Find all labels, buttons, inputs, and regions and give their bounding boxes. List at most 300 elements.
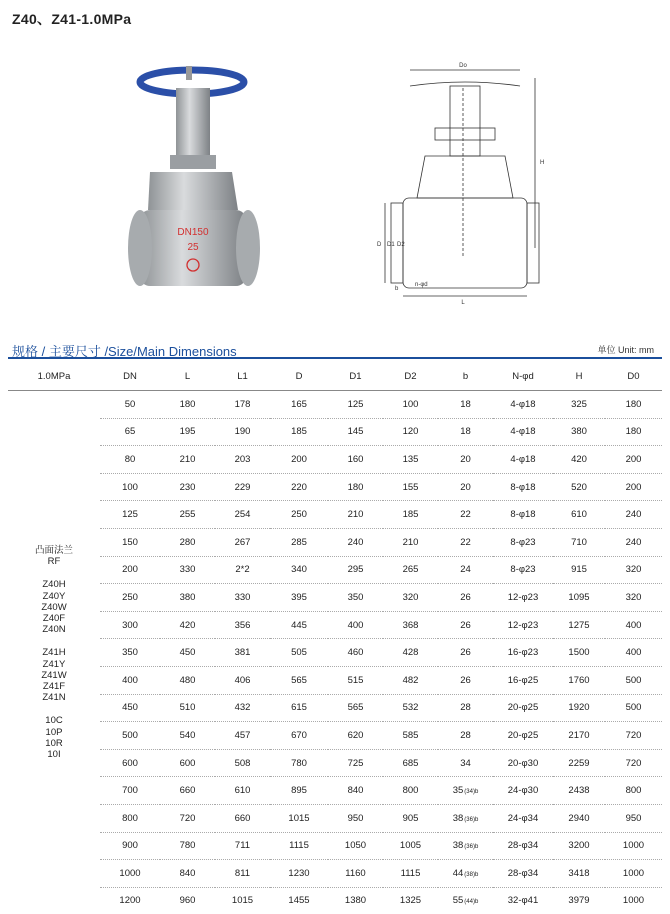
cell-d2: [383, 694, 438, 722]
cell-value: 100: [122, 482, 138, 493]
cell-value: 1015: [232, 895, 253, 906]
cell-l1: [215, 639, 270, 667]
cell-value: 8-φ18: [510, 509, 535, 520]
cell-h: [553, 611, 605, 639]
cell-value: 960: [180, 895, 196, 906]
cell-l: [160, 749, 215, 777]
cell-value: 24-φ34: [508, 813, 538, 824]
cell-value: 350: [348, 592, 364, 603]
cell-value: 155: [403, 482, 419, 493]
cell-d2: [383, 804, 438, 832]
cell-value: 505: [291, 647, 307, 658]
cell-d0: [605, 722, 662, 750]
cell-l: [160, 639, 215, 667]
cell-d1: [328, 418, 383, 446]
cell-value: 22: [460, 537, 471, 548]
cell-value: 711: [235, 840, 250, 851]
cell-value: 700: [122, 785, 138, 796]
cell-value: 180: [348, 482, 364, 493]
cell-d1: [328, 694, 383, 722]
label-l: L: [461, 300, 465, 306]
cell-value: 280: [180, 537, 196, 548]
cell-d: [270, 446, 328, 474]
cell-dn: [100, 473, 160, 501]
cell-d0: [605, 528, 662, 556]
cell-d: [270, 694, 328, 722]
cell-d2: [383, 473, 438, 501]
cell-b: [438, 584, 493, 612]
cell-value: 120: [403, 426, 419, 437]
cell-value: 50: [125, 399, 136, 410]
cell-d1: [328, 556, 383, 584]
cell-value: 240: [348, 537, 364, 548]
cell-value: 28-φ34: [508, 868, 538, 879]
cell-d1: [328, 446, 383, 474]
cell-b: [438, 749, 493, 777]
section-divider: [8, 357, 662, 359]
cell-nd: [493, 860, 553, 888]
cell-value: 540: [180, 730, 196, 741]
cell-d: [270, 391, 328, 419]
cell-l1: [215, 391, 270, 419]
cell-value: 210: [348, 509, 364, 520]
cell-dn: [100, 887, 160, 914]
cell-value: 620: [348, 730, 364, 741]
cell-d0: [605, 639, 662, 667]
cell-d2: [383, 860, 438, 888]
cell-value: 1455: [288, 895, 309, 906]
cell-value: 1160: [345, 868, 365, 879]
cell-value: 26: [460, 592, 471, 603]
cell-d: [270, 722, 328, 750]
cell-nd: [493, 887, 553, 914]
cell-value: 38: [453, 840, 464, 851]
cell-d: [270, 749, 328, 777]
cell-value: 480: [180, 675, 196, 686]
table-row: [8, 777, 662, 805]
cell-nd: [493, 611, 553, 639]
cell-d2: [383, 418, 438, 446]
model-label: Z40Y: [8, 591, 100, 602]
cell-d: [270, 611, 328, 639]
cell-value: 950: [626, 813, 642, 824]
cell-value: 1230: [288, 868, 309, 879]
cell-l: [160, 777, 215, 805]
cell-value: 780: [180, 840, 196, 851]
cell-value: 145: [348, 426, 364, 437]
cell-value: 34: [460, 758, 471, 769]
table-row: [8, 528, 662, 556]
cell-value: 780: [291, 758, 307, 769]
cell-d0: [605, 584, 662, 612]
cell-value: 400: [348, 620, 364, 631]
model-label: Z40W: [8, 602, 100, 613]
cell-value: 1050: [345, 840, 366, 851]
cell-b: [438, 777, 493, 805]
cell-d: [270, 639, 328, 667]
model-label: Z40N: [8, 624, 100, 635]
cell-value: 18: [460, 399, 471, 410]
table-row: [8, 860, 662, 888]
cell-l: [160, 473, 215, 501]
cell-value: 8-φ23: [510, 564, 535, 575]
cell-l: [160, 694, 215, 722]
cell-value: 520: [571, 482, 587, 493]
cell-value: 210: [180, 454, 196, 465]
cell-d2: [383, 887, 438, 914]
cell-l1: [215, 501, 270, 529]
cell-value: 1000: [119, 868, 140, 879]
cell-value: 26: [460, 675, 471, 686]
cell-value: 1015: [288, 813, 309, 824]
cell-value: 720: [626, 730, 642, 741]
cell-d2: [383, 777, 438, 805]
table-row: [8, 446, 662, 474]
cell-value: 2438: [568, 785, 589, 796]
cell-d0: [605, 501, 662, 529]
cell-nd: [493, 556, 553, 584]
cell-dn: [100, 391, 160, 419]
cell-h: [553, 887, 605, 914]
cell-d2: [383, 639, 438, 667]
cell-d0: [605, 418, 662, 446]
cell-d1: [328, 832, 383, 860]
cell-value: 16-φ23: [508, 647, 538, 658]
cell-value: 240: [626, 537, 642, 548]
label-nd: n-φd: [415, 282, 428, 288]
cell-l1: [215, 749, 270, 777]
cell-value: 1005: [400, 840, 421, 851]
cell-value: 660: [235, 813, 251, 824]
cell-dn: [100, 722, 160, 750]
cell-nd: [493, 391, 553, 419]
cell-b-note: (36)b: [464, 817, 478, 823]
cell-value: 285: [291, 537, 307, 548]
cell-nd: [493, 832, 553, 860]
cell-value: 508: [235, 758, 251, 769]
cell-h: [553, 556, 605, 584]
cell-dn: [100, 639, 160, 667]
label-b: b: [395, 286, 399, 292]
table-row: [8, 391, 662, 419]
cell-dn: [100, 666, 160, 694]
table-row: [8, 556, 662, 584]
cell-value: 450: [122, 702, 138, 713]
cell-value: 1000: [623, 868, 644, 879]
cell-value: 26: [460, 647, 471, 658]
cell-h: [553, 584, 605, 612]
cell-value: 80: [125, 454, 136, 465]
cell-l: [160, 556, 215, 584]
cell-d0: [605, 860, 662, 888]
cell-value: 350: [122, 647, 138, 658]
cell-d: [270, 556, 328, 584]
cell-value: 2259: [568, 758, 589, 769]
cell-h: [553, 666, 605, 694]
column-header: b: [438, 362, 493, 391]
cell-l: [160, 501, 215, 529]
cell-l1: [215, 418, 270, 446]
cell-b-note: (38)b: [464, 872, 478, 878]
cell-l: [160, 584, 215, 612]
cell-value: 950: [348, 813, 364, 824]
cell-value: 670: [291, 730, 307, 741]
cell-value: 24: [460, 564, 471, 575]
cell-value: 395: [291, 592, 307, 603]
cell-value: 178: [235, 399, 251, 410]
cell-value: 4-φ18: [510, 426, 535, 437]
cell-d0: [605, 694, 662, 722]
table-row: [8, 722, 662, 750]
cell-b: [438, 639, 493, 667]
cell-value: 2*2: [235, 564, 249, 575]
cell-value: 500: [626, 702, 642, 713]
cell-value: 20: [460, 482, 471, 493]
cell-dn: [100, 749, 160, 777]
dimension-drawing: [355, 58, 555, 308]
cell-d: [270, 887, 328, 914]
cell-d2: [383, 722, 438, 750]
table-header-row: [8, 362, 662, 391]
cell-value: 150: [122, 537, 138, 548]
cell-l: [160, 418, 215, 446]
cell-value: 500: [122, 730, 138, 741]
cell-nd: [493, 501, 553, 529]
cell-b: [438, 391, 493, 419]
cell-value: 565: [348, 702, 364, 713]
cell-value: 1115: [289, 840, 309, 851]
cell-value: 165: [291, 399, 307, 410]
table-row: [8, 418, 662, 446]
cell-nd: [493, 777, 553, 805]
cell-value: 905: [403, 813, 419, 824]
cell-value: 200: [291, 454, 307, 465]
cell-value: 190: [235, 426, 251, 437]
column-header: H: [553, 362, 605, 391]
column-header: L1: [215, 362, 270, 391]
cell-h: [553, 777, 605, 805]
cell-d: [270, 860, 328, 888]
label-d1: D1: [387, 242, 395, 248]
cell-l1: [215, 777, 270, 805]
cell-nd: [493, 639, 553, 667]
model-label: 10I: [8, 749, 100, 760]
cell-value: 340: [291, 564, 307, 575]
cell-value: 44: [453, 868, 464, 879]
cell-l1: [215, 611, 270, 639]
cell-b: [438, 418, 493, 446]
cell-nd: [493, 528, 553, 556]
cell-d1: [328, 722, 383, 750]
cell-value: 12-φ23: [508, 592, 538, 603]
cell-value: 32-φ41: [508, 895, 538, 906]
cell-value: 28-φ34: [508, 840, 538, 851]
cell-h: [553, 446, 605, 474]
cell-d2: [383, 446, 438, 474]
cell-nd: [493, 722, 553, 750]
cell-dn: [100, 694, 160, 722]
cell-l: [160, 666, 215, 694]
column-header: 1.0MPa: [8, 362, 100, 391]
cell-value: 1095: [568, 592, 589, 603]
cell-l: [160, 528, 215, 556]
cell-d1: [328, 749, 383, 777]
cell-value: 3979: [568, 895, 589, 906]
cell-h: [553, 860, 605, 888]
cell-value: 1115: [401, 868, 421, 879]
model-label: Z41W: [8, 670, 100, 681]
cell-value: 20: [460, 454, 471, 465]
cell-l: [160, 446, 215, 474]
cell-d2: [383, 749, 438, 777]
table-row: [8, 611, 662, 639]
cell-d: [270, 501, 328, 529]
cell-value: 585: [403, 730, 419, 741]
column-header: D1: [328, 362, 383, 391]
cell-value: 457: [235, 730, 251, 741]
model-label: Z41N: [8, 692, 100, 703]
cell-l: [160, 391, 215, 419]
cell-b: [438, 666, 493, 694]
cell-value: 240: [626, 509, 642, 520]
cell-value: 532: [403, 702, 419, 713]
cell-d0: [605, 556, 662, 584]
cell-value: 300: [122, 620, 138, 631]
column-header: DN: [100, 362, 160, 391]
cell-dn: [100, 804, 160, 832]
model-label: [8, 635, 100, 647]
cell-value: 800: [122, 813, 138, 824]
cell-value: 400: [122, 675, 138, 686]
cell-d1: [328, 887, 383, 914]
cell-value: 710: [571, 537, 587, 548]
cell-d1: [328, 639, 383, 667]
table-row: [8, 666, 662, 694]
cell-value: 229: [235, 482, 251, 493]
cell-h: [553, 528, 605, 556]
cell-value: 915: [571, 564, 587, 575]
cell-value: 1200: [119, 895, 140, 906]
page-title: Z40、Z41-1.0MPa: [12, 9, 131, 29]
cell-value: 450: [180, 647, 196, 658]
model-label: Z40H: [8, 579, 100, 590]
cell-value: 185: [291, 426, 307, 437]
cell-b: [438, 611, 493, 639]
cell-d2: [383, 611, 438, 639]
cell-value: 420: [180, 620, 196, 631]
model-label: RF: [8, 556, 100, 567]
cell-value: 320: [626, 592, 642, 603]
cell-dn: [100, 611, 160, 639]
cell-l1: [215, 804, 270, 832]
cell-d0: [605, 777, 662, 805]
cell-value: 1275: [568, 620, 589, 631]
cell-d1: [328, 860, 383, 888]
cell-value: 515: [348, 675, 364, 686]
model-label: Z41F: [8, 681, 100, 692]
cell-b: [438, 694, 493, 722]
photo-marking-pn: 25: [187, 242, 199, 253]
cell-value: 24-φ30: [508, 785, 538, 796]
label-d2: D2: [397, 242, 405, 248]
model-label: 10C: [8, 715, 100, 726]
table-row: [8, 584, 662, 612]
cell-value: 800: [626, 785, 642, 796]
cell-d2: [383, 584, 438, 612]
cell-d1: [328, 584, 383, 612]
cell-value: 428: [403, 647, 419, 658]
model-label: Z40F: [8, 613, 100, 624]
cell-value: 660: [180, 785, 196, 796]
cell-h: [553, 639, 605, 667]
cell-nd: [493, 694, 553, 722]
cell-l1: [215, 446, 270, 474]
column-header: N-φd: [493, 362, 553, 391]
unit-label: 单位 Unit: mm: [597, 343, 654, 356]
cell-d1: [328, 777, 383, 805]
cell-value: 20-φ25: [508, 730, 538, 741]
cell-nd: [493, 418, 553, 446]
cell-value: 185: [403, 509, 419, 520]
cell-value: 125: [122, 509, 138, 520]
cell-value: 8-φ18: [510, 482, 535, 493]
cell-l1: [215, 473, 270, 501]
table-row: [8, 749, 662, 777]
column-header: D0: [605, 362, 662, 391]
photo-marking-dn: DN150: [177, 227, 209, 238]
gate-valve-photo: [120, 60, 275, 305]
section-title: 规格 / 主要尺寸 /Size/Main Dimensions: [12, 341, 237, 360]
model-label: 凸面法兰: [8, 545, 100, 556]
model-label: [8, 567, 100, 579]
cell-value: 610: [235, 785, 251, 796]
cell-value: 180: [626, 399, 642, 410]
cell-value: 18: [460, 426, 471, 437]
cell-nd: [493, 584, 553, 612]
cell-value: 55: [453, 895, 464, 906]
cell-d2: [383, 666, 438, 694]
cell-value: 4-φ18: [510, 454, 535, 465]
cell-d0: [605, 666, 662, 694]
cell-value: 510: [180, 702, 196, 713]
cell-value: 160: [348, 454, 364, 465]
cell-d0: [605, 611, 662, 639]
cell-h: [553, 391, 605, 419]
cell-value: 203: [235, 454, 251, 465]
cell-dn: [100, 501, 160, 529]
table-row: [8, 473, 662, 501]
cell-value: 22: [460, 509, 471, 520]
cell-d: [270, 804, 328, 832]
cell-value: 320: [626, 564, 642, 575]
cell-value: 406: [235, 675, 251, 686]
table-row: [8, 694, 662, 722]
cell-d1: [328, 391, 383, 419]
cell-value: 900: [122, 840, 138, 851]
cell-d0: [605, 887, 662, 914]
cell-value: 500: [626, 675, 642, 686]
cell-value: 254: [235, 509, 251, 520]
cell-l1: [215, 887, 270, 914]
cell-value: 445: [291, 620, 307, 631]
cell-d2: [383, 501, 438, 529]
cell-b: [438, 528, 493, 556]
cell-value: 195: [180, 426, 196, 437]
cell-value: 295: [348, 564, 364, 575]
column-header: D: [270, 362, 328, 391]
cell-value: 100: [403, 399, 419, 410]
table-row: [8, 832, 662, 860]
